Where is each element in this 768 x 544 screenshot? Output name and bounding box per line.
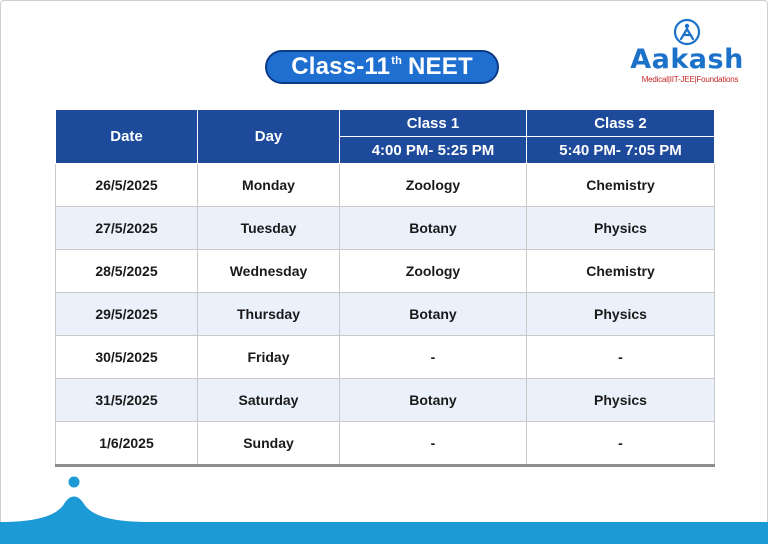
table-row bbox=[56, 207, 715, 250]
header-class2-time: 5:40 PM- 7:05 PM bbox=[527, 137, 715, 164]
footer-dot bbox=[69, 477, 80, 488]
date-cell: 31/5/2025 bbox=[56, 379, 198, 422]
footer-wave bbox=[0, 474, 768, 544]
title-superscript: th bbox=[391, 55, 402, 67]
header-date: Date bbox=[56, 110, 198, 164]
day-cell: Monday bbox=[198, 164, 340, 207]
class1-cell: Zoology bbox=[340, 164, 527, 207]
table-row bbox=[56, 422, 715, 466]
class1-cell: Botany bbox=[340, 207, 527, 250]
schedule-table bbox=[55, 109, 715, 467]
aakash-logo bbox=[628, 18, 748, 88]
table-row bbox=[56, 250, 715, 293]
day-cell: Friday bbox=[198, 336, 340, 379]
date-cell: 29/5/2025 bbox=[56, 293, 198, 336]
title-rest: NEET bbox=[408, 53, 473, 80]
title-main: Class-11 bbox=[291, 53, 391, 80]
date-cell: 30/5/2025 bbox=[56, 336, 198, 379]
table-row bbox=[56, 379, 715, 422]
table-row bbox=[56, 336, 715, 379]
header-class1-time: 4:00 PM- 5:25 PM bbox=[340, 137, 527, 164]
date-cell: 1/6/2025 bbox=[56, 422, 198, 466]
table-row bbox=[56, 293, 715, 336]
class2-cell: Physics bbox=[527, 293, 715, 336]
class2-cell: Physics bbox=[527, 207, 715, 250]
date-cell: 28/5/2025 bbox=[56, 250, 198, 293]
class2-cell: Chemistry bbox=[527, 250, 715, 293]
class1-cell: - bbox=[340, 336, 527, 379]
day-cell: Tuesday bbox=[198, 207, 340, 250]
class2-cell: - bbox=[527, 422, 715, 466]
day-cell: Thursday bbox=[198, 293, 340, 336]
class2-cell: - bbox=[527, 336, 715, 379]
footer-band bbox=[0, 497, 768, 544]
header-class2: Class 2 bbox=[527, 110, 715, 137]
class1-cell: Botany bbox=[340, 293, 527, 336]
aakash-emblem-icon bbox=[673, 18, 701, 46]
header-day: Day bbox=[198, 110, 340, 164]
date-cell: 26/5/2025 bbox=[56, 164, 198, 207]
day-cell: Sunday bbox=[198, 422, 340, 466]
date-cell: 27/5/2025 bbox=[56, 207, 198, 250]
class1-cell: - bbox=[340, 422, 527, 466]
logo-brand-name: Aakash bbox=[630, 44, 744, 75]
class1-cell: Zoology bbox=[340, 250, 527, 293]
class2-cell: Physics bbox=[527, 379, 715, 422]
page-title bbox=[265, 50, 499, 84]
class1-cell: Botany bbox=[340, 379, 527, 422]
day-cell: Wednesday bbox=[198, 250, 340, 293]
day-cell: Saturday bbox=[198, 379, 340, 422]
table-row bbox=[56, 164, 715, 207]
logo-tagline: Medical|IIT-JEE|Foundations bbox=[641, 75, 739, 84]
schedule-body bbox=[56, 164, 715, 466]
header-class1: Class 1 bbox=[340, 110, 527, 137]
class2-cell: Chemistry bbox=[527, 164, 715, 207]
